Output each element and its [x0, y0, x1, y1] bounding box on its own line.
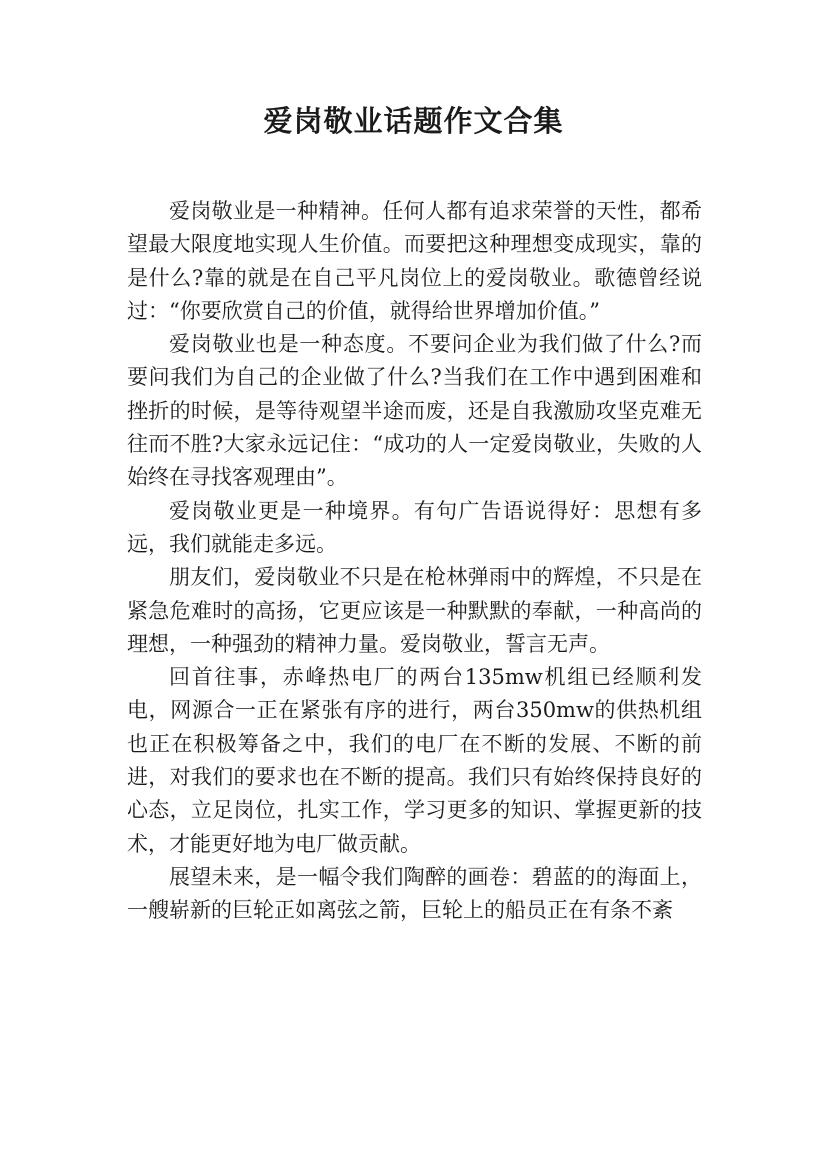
- paragraph-5: 回首往事，赤峰热电厂的两台135mw机组已经顺利发电，网源合一正在紧张有序的进行，两台350mw的供热机组也正在积极筹备之中，我们的电厂在不断的发展、不断的前进，对我们的要求也在不断的提高。我们只有始终保持良好的心态，立足岗位，扎实工作，学习更多的知识、掌握更新的技术，才能更好地为电厂做贡献。: [127, 665, 702, 856]
- paragraph-3: 爱岗敬业更是一种境界。有句广告语说得好：思想有多远，我们就能走多远。: [127, 498, 702, 556]
- paragraph-4: 朋友们，爱岗敬业不只是在枪林弹雨中的辉煌，不只是在紧急危难时的高扬，它更应该是一种默默的奉献，一种高尚的理想，一种强劲的精神力量。爱岗敬业，誓言无声。: [127, 565, 702, 656]
- document-title: 爱岗敬业话题作文合集: [263, 104, 564, 138]
- paragraph-2: 爱岗敬业也是一种态度。不要问企业为我们做了什么?而要问我们为自己的企业做了什么?当我们在工作中遇到困难和挫折的时候，是等待观望半途而废，还是自我激励攻坚克难无往而不胜?大家永远记住：“成功的人一定爱岗敬业，失败的人始终在寻找客观理由”。: [127, 332, 702, 490]
- paragraph-1: 爱岗敬业是一种精神。任何人都有追求荣誉的天性，都希望最大限度地实现人生价值。而要把这种理想变成现实，靠的是什么?靠的就是在自己平凡岗位上的爱岗敬业。歌德曾经说过：“你要欣赏自己的价值，就得给世界增加价值。”: [127, 199, 702, 323]
- paragraph-6: 展望未来，是一幅令我们陶醉的画卷：碧蓝的的海面上，一艘崭新的巨轮正如离弦之箭，巨轮上的船员正在有条不紊: [127, 864, 702, 923]
- document-body: [127, 195, 702, 928]
